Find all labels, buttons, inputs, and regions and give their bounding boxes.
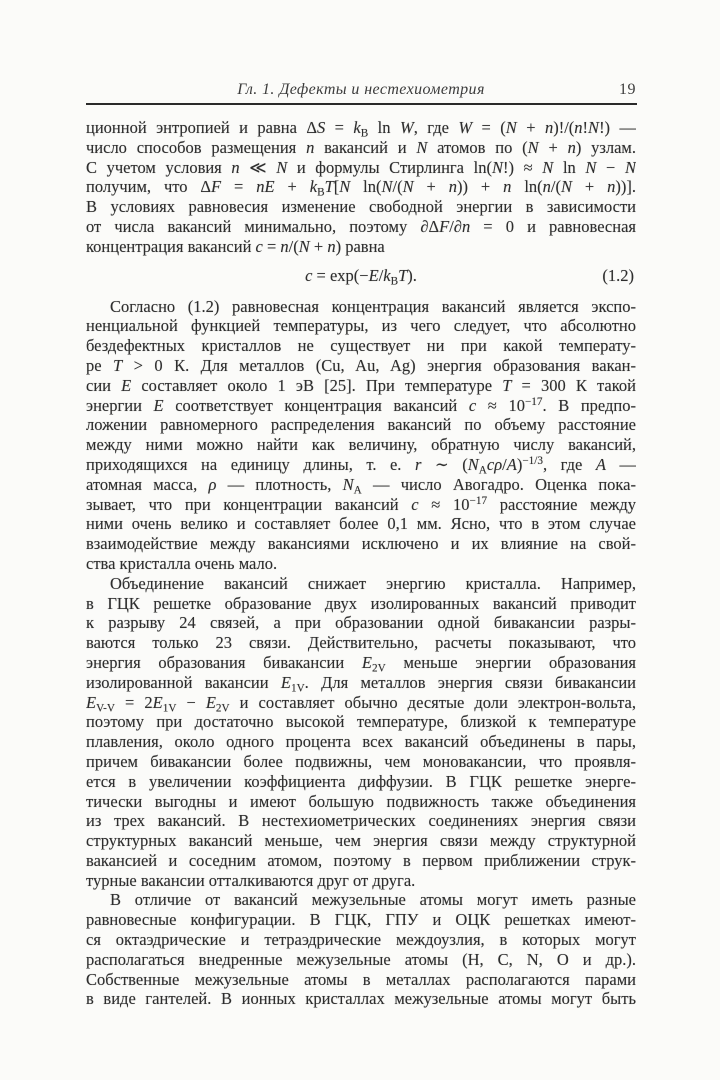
text-line: причем бивакансии более подвижны, чем моновакансии, что проявля- [86, 751, 636, 771]
header-rule [86, 103, 637, 105]
text-line: ства кристалла очень мало. [86, 553, 278, 573]
text-line: ложении равномерного распределения вакансий по объему расстояние [86, 415, 636, 435]
text-line: равновесные конфигурации. В ГЦК, ГПУ и ОЦК решетках имеют- [86, 910, 636, 930]
text-line: тически выгодны и имеют большую подвижность также объединения [86, 791, 636, 811]
text-line: к разрыву 24 связей, а при образовании одной бивакансии разры- [86, 613, 636, 633]
text-line: получим, что ΔF = nE + $k_BT[N$ ln(N/(N + n)) + n ln(n/(N + n))]. [86, 177, 636, 198]
paragraph [86, 118, 636, 257]
paragraph [86, 574, 636, 891]
equation-number: (1.2) [602, 265, 634, 285]
text-line: располагаться внедренные межузельные атомы (H, C, N, O и др.). [86, 949, 636, 969]
text-line: приходящихся на единицу длины, т. е. r ∼ $(N_Аc\rho/A)^{-1/3}$, где A — [86, 454, 636, 475]
text-line: ре T > 0 К. Для металлов (Cu, Au, Ag) энергия образования вакан- [86, 355, 636, 375]
text-line: ционной энтропией и равна $\Delta S = k_B$ ln W, где W = (N + n)!/(n!N!) — [86, 118, 636, 138]
text-line: между ними можно найти как величину, обратную числу вакансий, [86, 435, 636, 455]
text-line: взаимодействие между вакансиями исключено и их влияние на свой- [86, 534, 636, 554]
text-line: концентрация вакансий c = n/(N + n) равна [86, 236, 385, 256]
text-line: в виде гантелей. В ионных кристаллах межузельные атомы могут быть [86, 989, 636, 1009]
text-line: из трех вакансий. В нестехиометрических соединениях энергия связи [86, 811, 636, 831]
paragraph [86, 297, 636, 574]
page-body [86, 118, 636, 1009]
text-line: изолированной вакансии $E_{1V}$. Для металлов энергия связи бивакансии [86, 672, 636, 693]
text-line: Объединение вакансий снижает энергию кристалла. Например, [110, 573, 636, 593]
text-line: в ГЦК решетке образование двух изолированных вакансий приводит [86, 593, 636, 613]
text-line: сии E составляет около 1 эВ [25]. При температуре T = 300 К такой [86, 375, 636, 395]
text-line: зывает, что при концентрации вакансий $c \approx 10^{-17}$ расстояние между [86, 494, 636, 514]
text-line: С учетом условия n ≪ N и формулы Стирлинга ln(N!) ≈ N ln N − N [86, 157, 636, 177]
text-line: Собственные межузельные атомы в металлах располагаются парами [86, 969, 636, 989]
text-line: энергия образования бивакансии $E_{2V}$ меньше энергии образования [86, 652, 636, 673]
text-line: В условиях равновесия изменение свободной энергии в зависимости [86, 197, 636, 217]
text-line: плавления, около одного процента всех вакансий объединены в пары, [86, 732, 636, 752]
text-line: структурных вакансий меньше, чем энергия связи между структурной [86, 831, 636, 851]
paragraph [86, 890, 636, 1009]
page-number: 19 [619, 81, 636, 98]
text-line: Согласно (1.2) равновесная концентрация вакансий является экспо- [110, 296, 636, 316]
text-line: поэтому при достаточно высокой температуре, близкой к температуре [86, 712, 636, 732]
page-header [86, 81, 636, 99]
equation-formula: $c = \exp(-E/k_BT)$. [305, 265, 417, 288]
text-line: число способов размещения n вакансий и N атомов по (N + n) узлам. [86, 137, 636, 157]
text-line: В отличие от вакансий межузельные атомы могут иметь разные [110, 890, 636, 910]
text-line: атомная масса, ρ — плотность, $N_А$ — число Авогадро. Оценка пока- [86, 474, 636, 495]
text-line: ваются только 23 связи. Действительно, расчеты показывают, что [86, 633, 636, 653]
text-line: $E_{V-V} = 2E_{1V} - E_{2V}$ и составляет обычно десятые доли электрон-вольта, [86, 692, 636, 713]
display-equation [86, 266, 636, 288]
text-line: бездефектных кристаллов не существует ни при какой температу- [86, 336, 636, 356]
text-line: от числа вакансий минимально, поэтому ∂ΔF/∂n = 0 и равновесная [86, 216, 636, 236]
text-line: ся октаэдрические и тетраэдрические междоузлия, в которых могут [86, 930, 636, 950]
text-line: турные вакансии отталкиваются друг от друга. [86, 870, 416, 890]
text-line: ненциальной функцией температуры, из чего следует, что абсолютно [86, 316, 636, 336]
text-line: ними очень велико и составляет более 0,1 мм. Ясно, что в этом случае [86, 514, 636, 534]
text-line: энергии E соответствует концентрация вакансий $c \approx 10^{-17}$. В предпо- [86, 395, 636, 415]
running-title: Гл. 1. Дефекты и нестехиометрия [237, 81, 485, 98]
text-line: ется в увеличении коэффициента диффузии. В ГЦК решетке энерге- [86, 771, 636, 791]
text-line: вакансией и соседним атомом, поэтому в первом приближении струк- [86, 850, 636, 870]
